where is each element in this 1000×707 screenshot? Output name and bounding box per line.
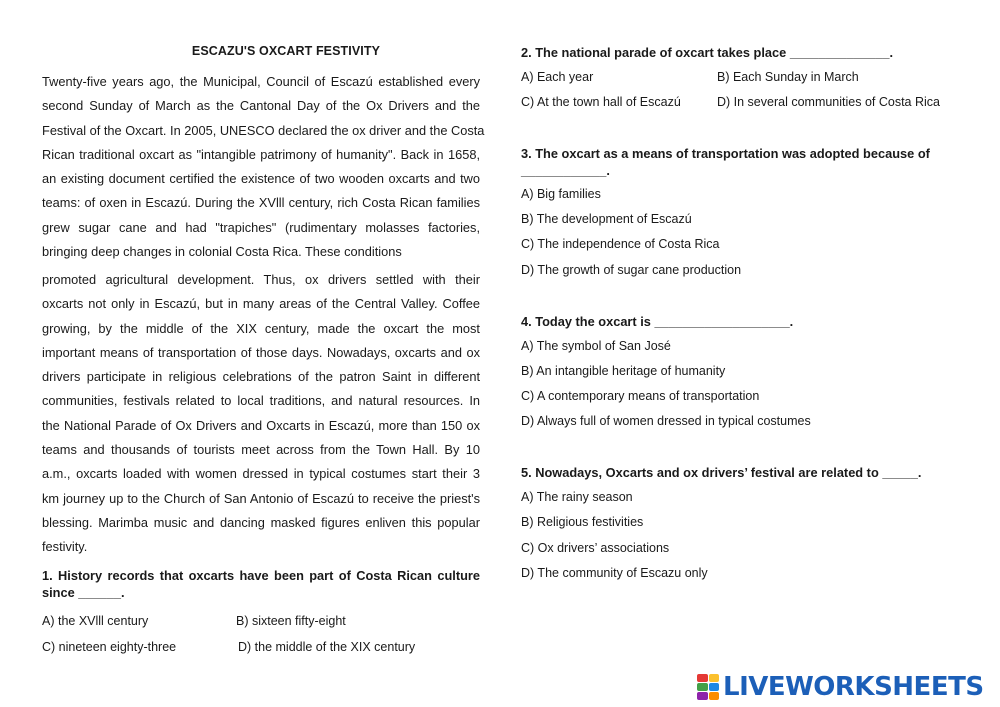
logo-text: LIVEWORKSHEETS <box>723 672 984 702</box>
paragraph-line: oxcarts not only in Escazú, but in many areas of the Central Valley. Coffee <box>42 296 480 312</box>
logo-mark-block <box>697 674 708 682</box>
paragraph-line: promoted agricultural development. Thus, ox drivers settled with their <box>42 272 480 287</box>
q1-option-b[interactable]: B) sixteen fifty-eight <box>236 614 346 628</box>
paragraph-line: an existing document certified the existence of two wooden oxcarts and two <box>42 171 480 187</box>
q4-option-d[interactable]: D) Always full of women dressed in typical costumes <box>521 414 811 428</box>
question-5: 5. Nowadays, Oxcarts and ox drivers’ festival are related to _____. <box>521 465 922 480</box>
q2-option-d[interactable]: D) In several communities of Costa Rica <box>717 95 940 109</box>
paragraph-line: teams and thousands of tourists meet across from the Town Hall. By 10 <box>42 442 480 458</box>
q4-option-b[interactable]: B) An intangible heritage of humanity <box>521 364 726 378</box>
q5-option-d[interactable]: D) The community of Escazu only <box>521 566 708 580</box>
q5-option-b[interactable]: B) Religious festivities <box>521 515 644 529</box>
question-2: 2. The national parade of oxcart takes place ______________. <box>521 45 894 60</box>
q2-option-b[interactable]: B) Each Sunday in March <box>717 70 859 84</box>
logo-mark-block <box>697 692 708 700</box>
q5-option-c[interactable]: C) Ox drivers’ associations <box>521 541 670 555</box>
q2-option-c[interactable]: C) At the town hall of Escazú <box>521 95 681 109</box>
paragraph-line: drivers participate in religious celebrations of the patron Saint in different <box>42 369 480 385</box>
q5-option-a[interactable]: A) The rainy season <box>521 490 633 504</box>
paragraph-line: important means of transportation of those days. Nowadays, oxcarts and ox <box>42 344 480 360</box>
q3-option-d[interactable]: D) The growth of sugar cane production <box>521 263 742 277</box>
q2-option-a[interactable]: A) Each year <box>521 70 594 84</box>
logo-mark-block <box>709 674 720 682</box>
paragraph-line: km journey up to the Church of San Antonio of Escazú to receive the priest's <box>42 490 480 506</box>
paragraph-line: Twenty-five years ago, the Municipal, Council of Escazú established every <box>42 74 480 89</box>
logo-mark-icon <box>697 674 719 700</box>
q1-option-a[interactable]: A) the XVlll century <box>42 614 149 628</box>
question-4: 4. Today the oxcart is ___________________. <box>521 314 794 329</box>
question-3: 3. The oxcart as a means of transportation was adopted because of ____________. <box>521 146 930 178</box>
paragraph-line: communities, festivals related to local traditions, and natural resources. In <box>42 393 480 409</box>
worksheet-title: ESCAZU'S OXCART FESTIVITY <box>191 44 381 58</box>
paragraph-line: a.m., oxcarts loaded with women dressed in typical costumes start their 3 <box>42 466 480 482</box>
logo-mark-block <box>709 692 720 700</box>
paragraph-line: Rican traditional oxcart as "intangible patrimony of humanity". Back in 1658, <box>42 146 480 162</box>
q4-option-c[interactable]: C) A contemporary means of transportation <box>521 389 760 403</box>
liveworksheets-logo <box>697 672 984 702</box>
question-1: 1. History records that oxcarts have been part of Costa Rican culture since ______. <box>42 568 480 600</box>
q3-option-c[interactable]: C) The independence of Costa Rica <box>521 237 720 251</box>
q1-option-c[interactable]: C) nineteen eighty-three <box>42 640 177 654</box>
paragraph-line: growing, by the middle of the XIX century, made the oxcart the most <box>42 320 480 336</box>
q4-option-a[interactable]: A) The symbol of San José <box>521 339 671 353</box>
paragraph-line: grew sugar cane and had "trapiches" (rudimentary molasses factories, <box>42 219 480 235</box>
q3-option-a[interactable]: A) Big families <box>521 187 601 201</box>
paragraph-line: the National Parade of Ox Drivers and Oxcarts in Escazú, more than 150 ox <box>42 417 480 433</box>
q3-option-b[interactable]: B) The development of Escazú <box>521 212 692 226</box>
paragraph-line: bringing deep changes in colonial Costa Rica. These conditions <box>42 244 402 260</box>
logo-mark-block <box>697 683 708 691</box>
paragraph-line: teams: of oxen in Escazú. During the XVlll century, rich Costa Rican families <box>42 195 480 211</box>
reading-paragraph-1 <box>42 70 485 264</box>
paragraph-line: blessing. Marimba music and dancing masked figures enliven this popular <box>42 514 480 530</box>
paragraph-line: festivity. <box>42 539 88 555</box>
reading-paragraph-2 <box>42 268 480 560</box>
paragraph-line: Festival of the Oxcart. In 2005, UNESCO declared the ox driver and the Costa <box>42 122 485 138</box>
q1-option-d[interactable]: D) the middle of the XIX century <box>238 640 416 654</box>
paragraph-line: second Sunday of March as the Cantonal Day of the Ox Drivers and the <box>42 98 480 114</box>
logo-mark-block <box>709 683 720 691</box>
